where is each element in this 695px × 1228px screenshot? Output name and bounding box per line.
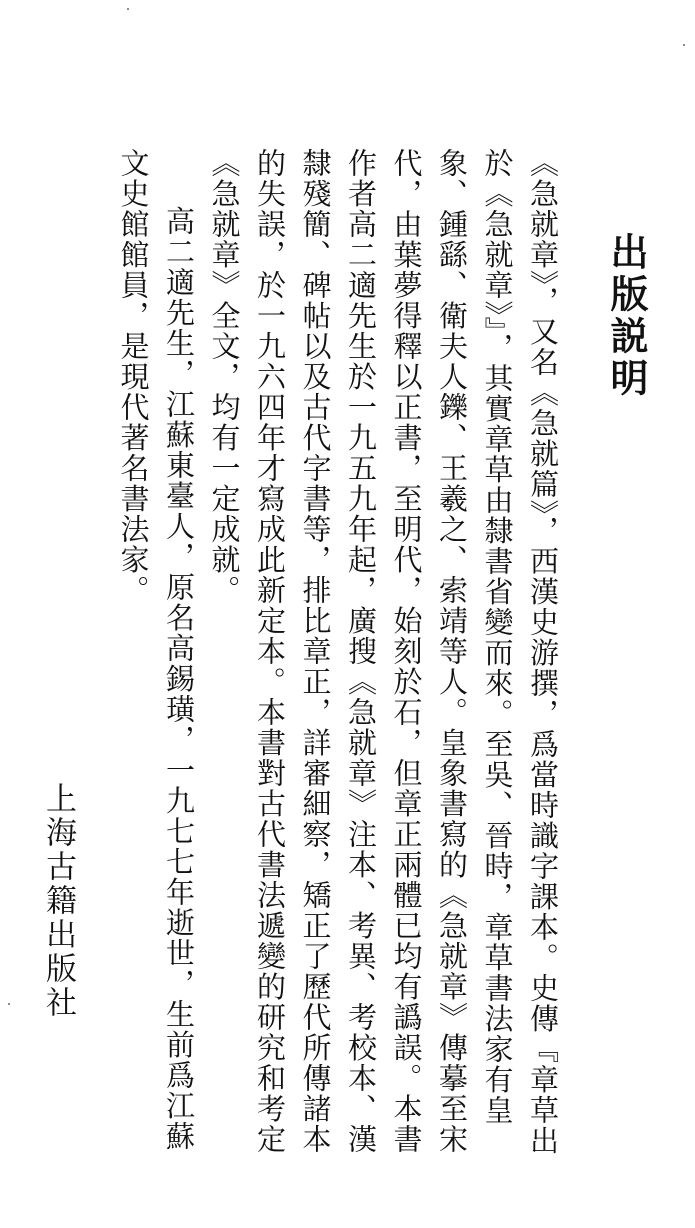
scan-speck	[127, 8, 129, 10]
paragraph-author: 高二適先生，江蘇東臺人，原名高錫璜，一九七七年逝世，生前爲江蘇文史館館員，是現代著名書法家。	[116, 148, 196, 1152]
publisher-name: 上海古籍出版社	[40, 782, 76, 1020]
paragraph-intro: 《急就章》，又名《急就篇》，西漢史游撰，爲當時識字課本。史傳『章草出於《急就章》』，其實章草由隸書省變而來。至吳、晉時，章草書法家有皇象、鍾繇、衛夫人鑠、王羲之、索靖等人。皇象書寫的《急就章》傳摹至宋代，由葉夢得釋以正書，至明代，始刻於石，但章正兩體已均有譌誤。本書作者高二適先生於一九五九年起，廣搜《急就章》注本、考異、考校本、漢隸殘簡、碑帖以及古代字書等，排比章正，詳審細察，矯正了歷代所傳諸本的失誤，於一九六四年才寫成此新定本。本書對古代書法遞變的研究和考定《急就章》全文，均有一定成就。	[207, 148, 560, 1156]
page-title: 出版説明	[604, 232, 649, 400]
scan-speck	[8, 1003, 10, 1005]
scan-speck	[683, 44, 685, 46]
body-text	[110, 148, 565, 1158]
